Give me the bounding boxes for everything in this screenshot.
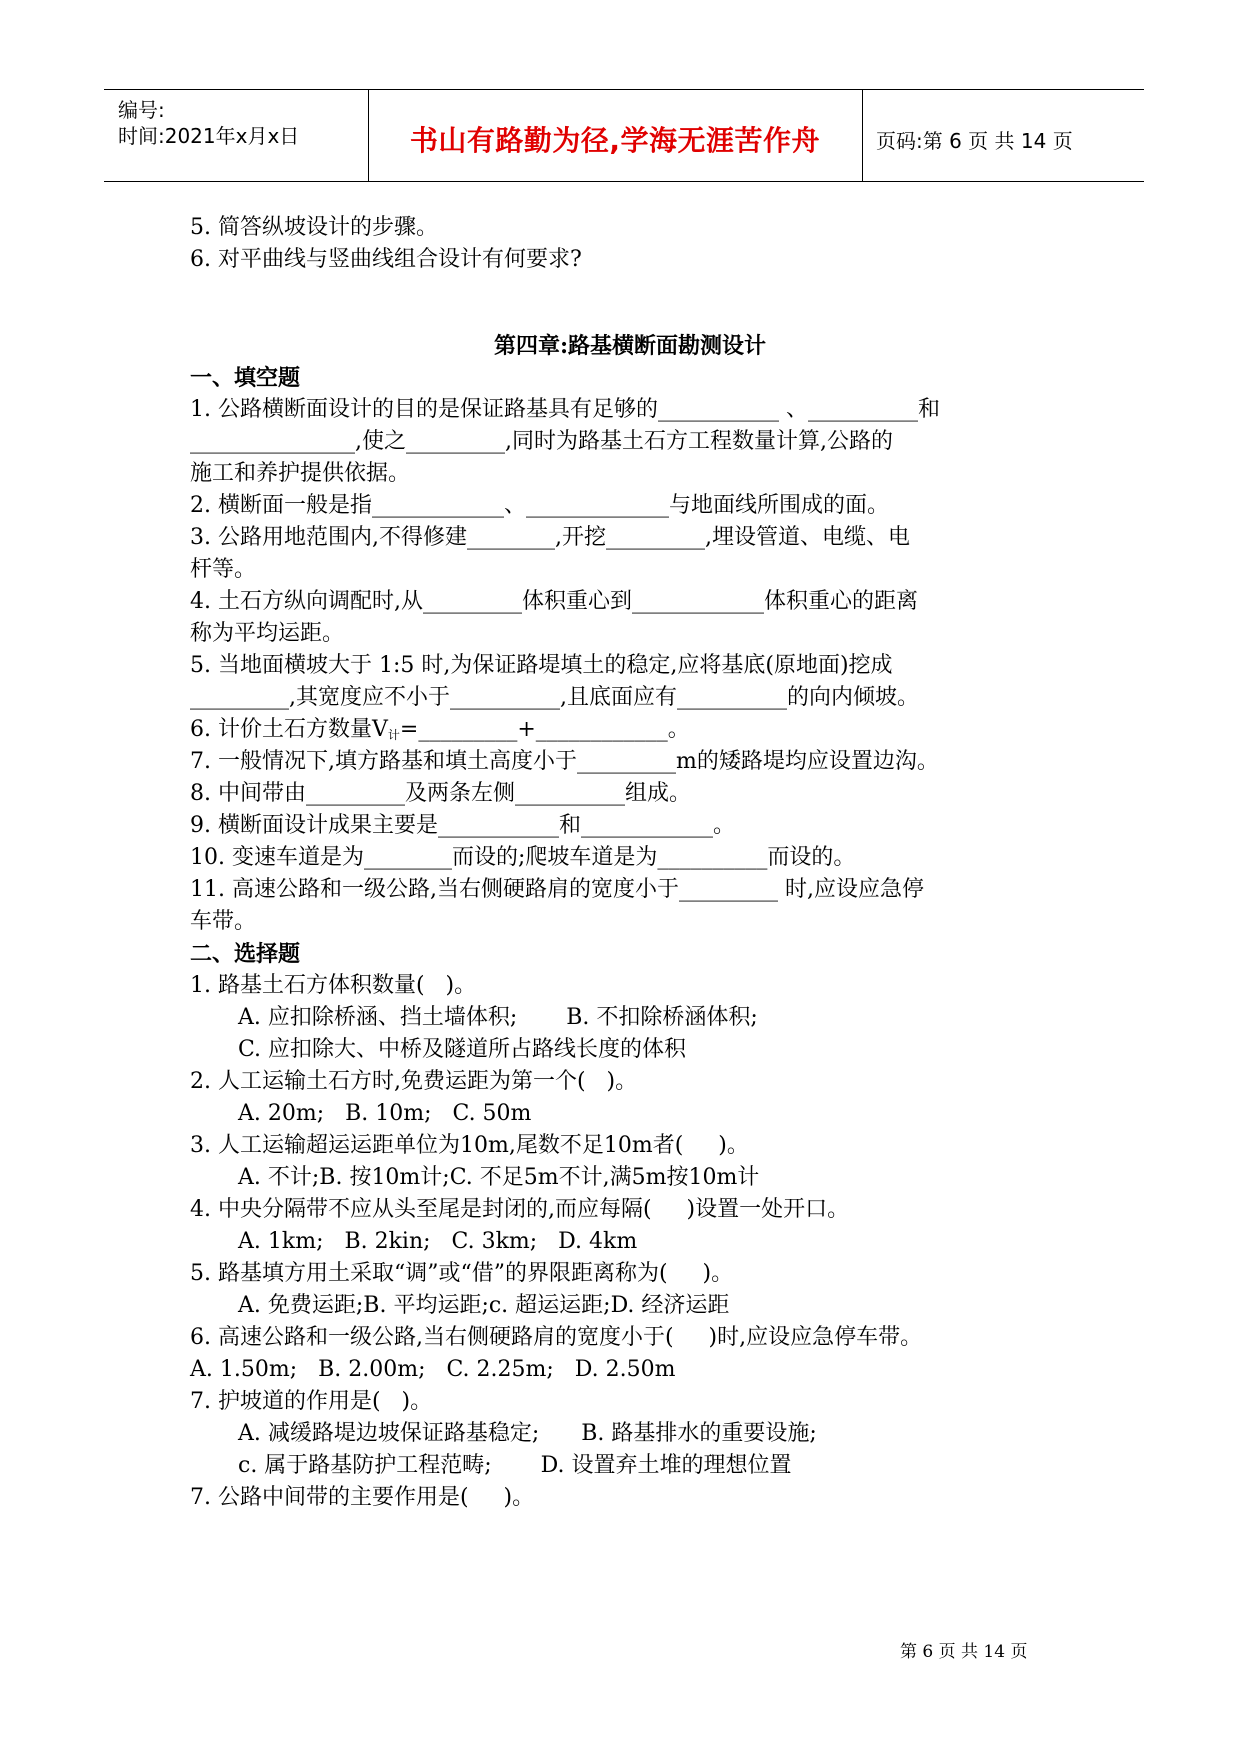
- choice-question-line: 7. 护坡道的作用是( )。: [190, 1389, 433, 1414]
- choice-option-line: A. 20m; B. 10m; C. 50m: [238, 1101, 532, 1126]
- page-footer: 第 6 页 共 14 页: [900, 1642, 1028, 1662]
- page-header: [104, 89, 1144, 182]
- choice-question-line: 5. 路基填方用土采取“调”或“借”的界限距离称为( )。: [190, 1261, 734, 1286]
- fill-blank-line: 3. 公路用地范围内,不得修建________,开挖_________,埋设管道、电缆、电: [190, 525, 910, 550]
- document-body: [190, 212, 1070, 1514]
- document-number-label: 编号:: [118, 98, 165, 122]
- chapter-title: 第四章:路基横断面勘测设计: [493, 333, 767, 359]
- question-line: 5. 简答纵坡设计的步骤。: [190, 215, 438, 240]
- document-time-label: 时间:2021年x月x日: [118, 124, 300, 148]
- line6-subscript: 计: [387, 728, 400, 742]
- choice-option-line: A. 减缓路堤边坡保证路基稳定; B. 路基排水的重要设施;: [238, 1421, 817, 1446]
- choice-option-line: A. 应扣除桥涵、挡土墙体积; B. 不扣除桥涵体积;: [238, 1005, 758, 1030]
- fill-blank-line: 11. 高速公路和一级公路,当右侧硬路肩的宽度小于_________ 时,应设应急停: [190, 877, 924, 902]
- choice-option-line: c. 属于路基防护工程范畴; D. 设置弃土堆的理想位置: [238, 1453, 792, 1478]
- choice-question-line: 3. 人工运输超运运距单位为10m,尾数不足10m者( )。: [190, 1133, 749, 1158]
- header-page-label: 页码:第 6 页 共 14 页: [876, 129, 1073, 153]
- choice-question-line: A. 1.50m; B. 2.00m; C. 2.25m; D. 2.50m: [190, 1357, 676, 1382]
- choice-question-line: 2. 人工运输土石方时,免费运距为第一个( )。: [190, 1069, 638, 1094]
- choice-option-line: A. 免费运距;B. 平均运距;c. 超运运距;D. 经济运距: [238, 1293, 730, 1318]
- header-middle-cell: [368, 90, 863, 181]
- fill-blank-line: 9. 横断面设计成果主要是___________和____________。: [190, 813, 735, 838]
- fill-blank-line: _________,其宽度应不小于__________,且底面应有__________的向内倾坡。: [190, 685, 919, 710]
- fill-blank-line: 10. 变速车道是为________而设的;爬坡车道是为__________而设的。: [190, 845, 856, 870]
- line6-prefix: 6. 计价土石方数量V: [190, 717, 388, 742]
- question-line: 6. 对平曲线与竖曲线组合设计有何要求?: [190, 247, 582, 272]
- section-heading-fill-blank: 一、填空题: [190, 365, 301, 391]
- fill-blank-line: 车带。: [190, 909, 257, 934]
- choice-option-line: A. 不计;B. 按10m计;C. 不足5m不计,满5m按10m计: [238, 1165, 760, 1190]
- choice-question-line: 6. 高速公路和一级公路,当右侧硬路肩的宽度小于( )时,应设应急停车带。: [190, 1325, 923, 1350]
- fill-blank-line: 4. 土石方纵向调配时,从_________体积重心到____________体积重心的距离: [190, 589, 918, 614]
- choice-list: [190, 970, 1070, 1514]
- choice-option-line: C. 应扣除大、中桥及隧道所占路线长度的体积: [238, 1037, 687, 1062]
- choice-option-line: A. 1km; B. 2kin; C. 3km; D. 4km: [238, 1229, 638, 1254]
- fill-blank-line: 2. 横断面一般是指____________、_____________与地面线所围成的面。: [190, 493, 889, 518]
- choice-question-line: 1. 路基土石方体积数量( )。: [190, 973, 477, 998]
- fill-blank-line: 施工和养护提供依据。: [190, 461, 411, 486]
- fill-blank-line: 8. 中间带由_________及两条左侧__________组成。: [190, 781, 691, 806]
- fill-blank-line: 称为平均运距。: [190, 621, 345, 646]
- fill-blank-line: _______________,使之_________,同时为路基土石方工程数量计算,公路的: [190, 429, 893, 454]
- choice-question-line: 7. 公路中间带的主要作用是( )。: [190, 1485, 535, 1510]
- choice-question-line: 4. 中央分隔带不应从头至尾是封闭的,而应每隔( )设置一处开口。: [190, 1197, 850, 1222]
- section-heading-choice: 二、选择题: [190, 941, 301, 967]
- header-right-cell: [862, 90, 1144, 181]
- fill-blank-line: 杆等。: [190, 557, 257, 582]
- header-motto: 书山有路勤为径,学海无涯苦作舟: [409, 124, 821, 157]
- fill-blank-line: 5. 当地面横坡大于 1:5 时,为保证路堤填土的稳定,应将基底(原地面)挖成: [190, 653, 893, 678]
- fill-blank-line: 7. 一般情况下,填方路基和填土高度小于_________m的矮路堤均应设置边沟。: [190, 749, 939, 774]
- line6-suffix: =_________+____________。: [399, 717, 690, 742]
- fill-blank-line: 1. 公路横断面设计的目的是保证路基具有足够的___________ 、__________和: [190, 397, 940, 422]
- header-left-cell: [104, 90, 369, 181]
- fill-blank-line-6: [190, 714, 1070, 746]
